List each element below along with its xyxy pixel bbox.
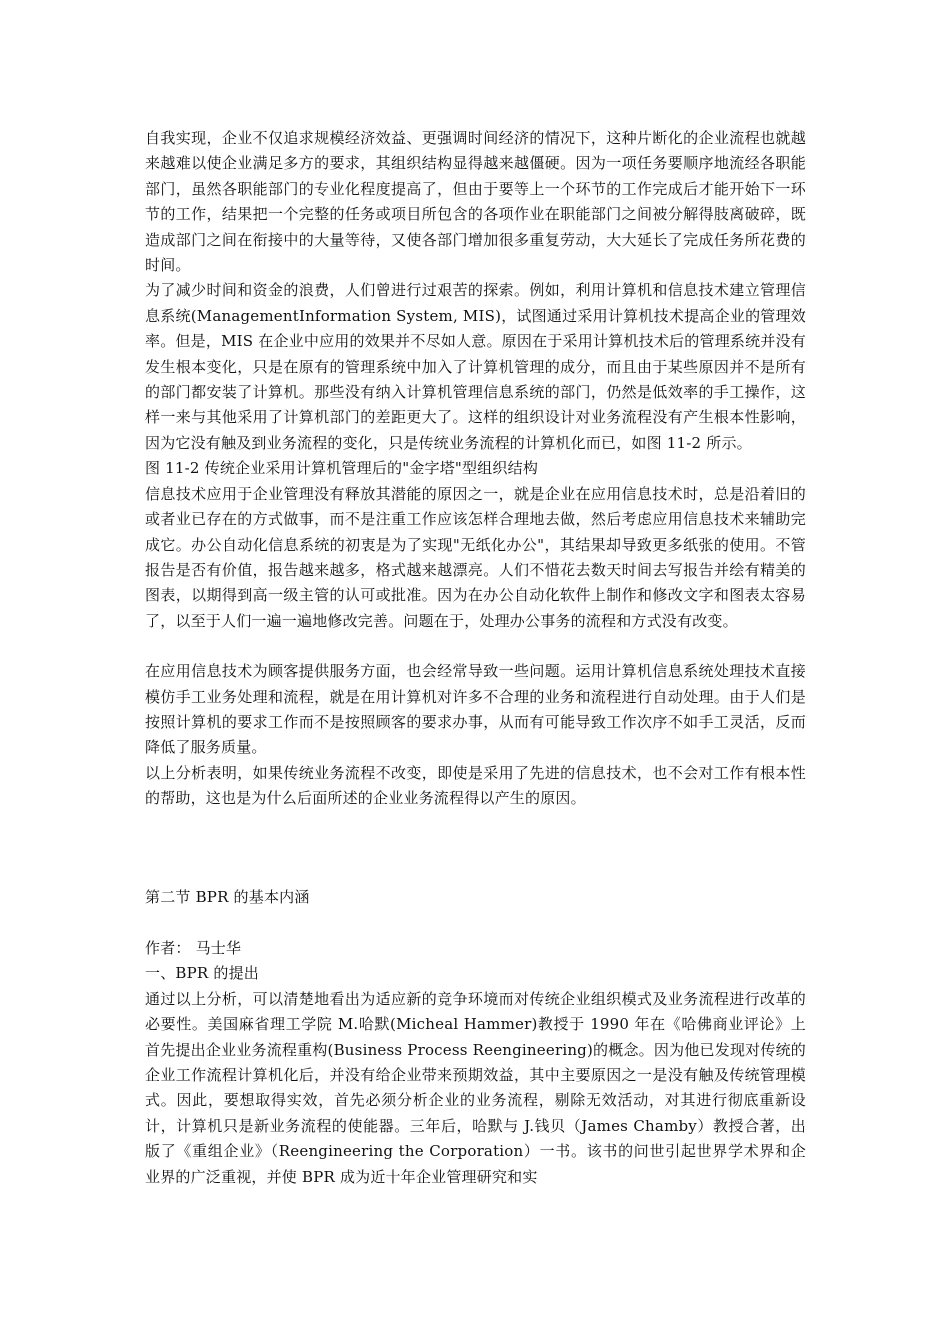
figure-caption: 图 11-2 传统企业采用计算机管理后的"金字塔"型组织结构 [145, 459, 539, 478]
paragraph-conclusion: 以上分析表明，如果传统业务流程不改变，即使是采用了先进的信息技术，也不会对工作有根本性的帮助，这也是为什么后面所述的企业业务流程得以产生的原因。 [145, 763, 806, 808]
heading-spacer [145, 910, 806, 936]
paragraph-mis: 为了减少时间和资金的浪费，人们曾进行过艰苦的探索。例如，利用计算机和信息技术建立管理信息系统(ManagementInformation System, MIS)，试图通过采用计算机技术提高企业的管理效率。但是，MIS 在企业中应用的效果并不尽如人意。原因在于采用计算机技术后的管理系统并没有发生根本变化，只是在原有的管理系统中加入了计算机管理的成分，而且由于某些原因并不是所有的部门都安装了计算机。那些没有纳入计算机管理信息系统的部门，仍然是低效率的手工操作，这样一来与其他采用了计算机部门的差距更大了。这样的组织设计对业务流程没有产生根本性影响，因为它没有触及到业务流程的变化，只是传统业务流程的计算机化而已，如图 11-2 所示。 [145, 281, 806, 452]
section-spacer [145, 812, 806, 885]
document-page [145, 126, 806, 1190]
author-line: 作者： 马士华 [145, 938, 242, 957]
paragraph-bpr-origin: 通过以上分析，可以清楚地看出为适应新的竞争环境而对传统企业组织模式及业务流程进行改革的必要性。美国麻省理工学院 M.哈默(Micheal Hammer)教授于 1990 年在《哈佛商业评论》上首先提出企业业务流程重构(Business Process Reengineering)的概念。因为他已发现对传统的企业工作流程计算机化后，并没有给企业带来预期效益，其中主要原因之一是没有触及传统管理模式。因此，要想取得实效，首先必须分析企业的业务流程，剔除无效活动，对其进行彻底重新设计，计算机只是新业务流程的使能器。三年后，哈默与 J.钱贝（James Chamby）教授合著，出版了《重组企业》（Reengineering the Corporation）一书。该书的问世引起世界学术界和企业界的广泛重视，并使 BPR 成为近十年企业管理研究和实 [145, 989, 806, 1186]
section-heading: 第二节 BPR 的基本内涵 [145, 887, 310, 906]
subheading: 一、BPR 的提出 [145, 964, 259, 983]
paragraph-spacer [145, 634, 806, 659]
paragraph-customer-service: 在应用信息技术为顾客提供服务方面，也会经常导致一些问题。运用计算机信息系统处理技术直接模仿手工业务处理和流程，就是在用计算机对许多不合理的业务和流程进行自动处理。由于人们是按照计算机的要求工作而不是按照顾客的要求办事，从而有可能导致工作次序不如手工灵活，反而降低了服务质量。 [145, 662, 806, 757]
paragraph-process-rigidity: 自我实现，企业不仅追求规模经济效益、更强调时间经济的情况下，这种片断化的企业流程也就越来越难以使企业满足多方的要求，其组织结构显得越来越僵硬。因为一项任务要顺序地流经各职能部门，虽然各职能部门的专业化程度提高了，但由于要等上一个环节的工作完成后才能开始下一环节的工作，结果把一个完整的任务或项目所包含的各项作业在职能部门之间被分解得肢离破碎，既造成部门之间在衔接中的大量等待，又使各部门增加很多重复劳动，大大延长了完成任务所花费的时间。 [145, 129, 806, 275]
paragraph-office-automation: 信息技术应用于企业管理没有释放其潜能的原因之一，就是企业在应用信息技术时，总是沿着旧的或者业已存在的方式做事，而不是注重工作应该怎样合理地去做，然后考虑应用信息技术来辅助完成它。办公自动化信息系统的初衷是为了实现"无纸化办公"，其结果却导致更多纸张的使用。不管报告是否有价值，报告越来越多，格式越来越漂亮。人们不惜花去数天时间去写报告并绘有精美的图表，以期得到高一级主管的认可或批准。因为在办公自动化软件上制作和修改文字和图表太容易了，以至于人们一遍一遍地修改完善。问题在于，处理办公事务的流程和方式没有改变。 [145, 484, 806, 630]
